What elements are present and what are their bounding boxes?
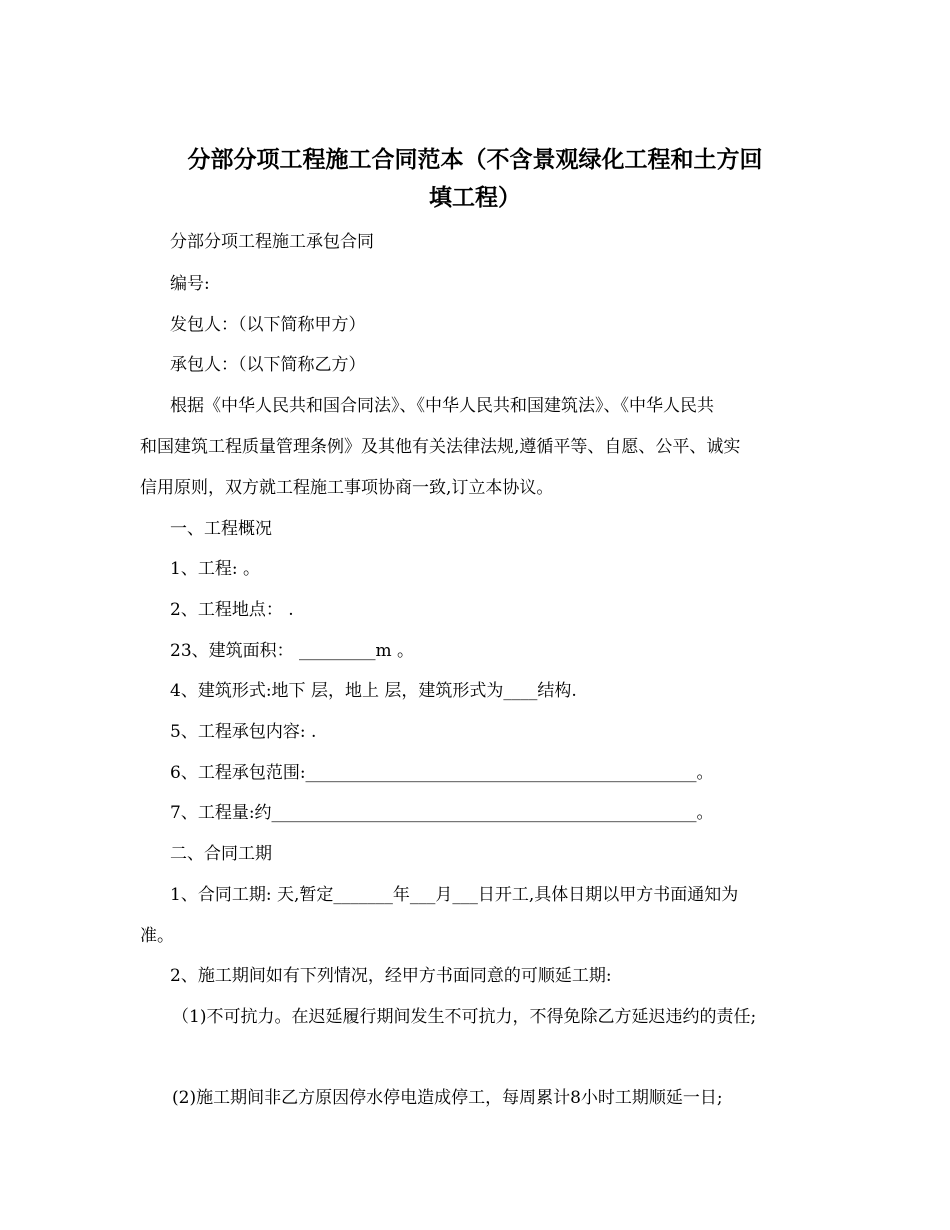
- clause-2-1-line-1: 1、合同工期: 天,暂定_______年___月___日开工,具体日期以甲方书面通知为: [170, 885, 739, 905]
- clause-2-1-line-2: 准。: [140, 926, 174, 946]
- section-heading-1: 一、工程概况: [170, 519, 272, 539]
- clause-2-2-item-2: (2)施工期间非乙方原因停水停电造成停工，每周累计8小时工期顺延一日;: [172, 1088, 723, 1108]
- clause-1-4: 4、建筑形式:地下 层，地上 层，建筑形式为____结构.: [170, 681, 577, 701]
- clause-1-7: 7、工程量:约__________________________________________________。: [170, 803, 714, 823]
- clause-2-2-item-1: （1)不可抗力。在迟延履行期间发生不可抗力，不得免除乙方延迟违约的责任;: [172, 1007, 757, 1027]
- clause-2-2: 2、施工期间如有下列情况，经甲方书面同意的可顺延工期:: [170, 966, 612, 986]
- employer-line: 发包人：（以下简称甲方）: [170, 315, 366, 335]
- contract-heading: 分部分项工程施工承包合同: [170, 232, 374, 252]
- preamble-line-1: 根据《中华人民共和国合同法》、《中华人民共和国建筑法》、《中华人民共: [170, 396, 714, 416]
- clause-1-5: 5、工程承包内容: .: [170, 722, 317, 742]
- clause-1-6: 6、工程承包范围:______________________________________________。: [170, 763, 714, 783]
- clause-1-3: 23、建筑面积： _________m 。: [170, 641, 415, 661]
- contract-number: 编号:: [170, 274, 210, 294]
- document-title-line-2: 填工程）: [429, 184, 521, 211]
- preamble-line-2: 和国建筑工程质量管理条例》及其他有关法律法规,遵循平等、自愿、公平、诚实: [140, 437, 741, 457]
- preamble-line-3: 信用原则，双方就工程施工事项协商一致,订立本协议。: [140, 478, 554, 498]
- document-title-line-1: 分部分项工程施工合同范本（不含景观绿化工程和土方回: [187, 146, 763, 173]
- clause-1-1: 1、工程: 。: [170, 559, 260, 579]
- section-heading-2: 二、合同工期: [170, 844, 272, 864]
- clause-1-2: 2、工程地点： .: [170, 600, 294, 620]
- contractor-line: 承包人：（以下简称乙方）: [170, 355, 366, 375]
